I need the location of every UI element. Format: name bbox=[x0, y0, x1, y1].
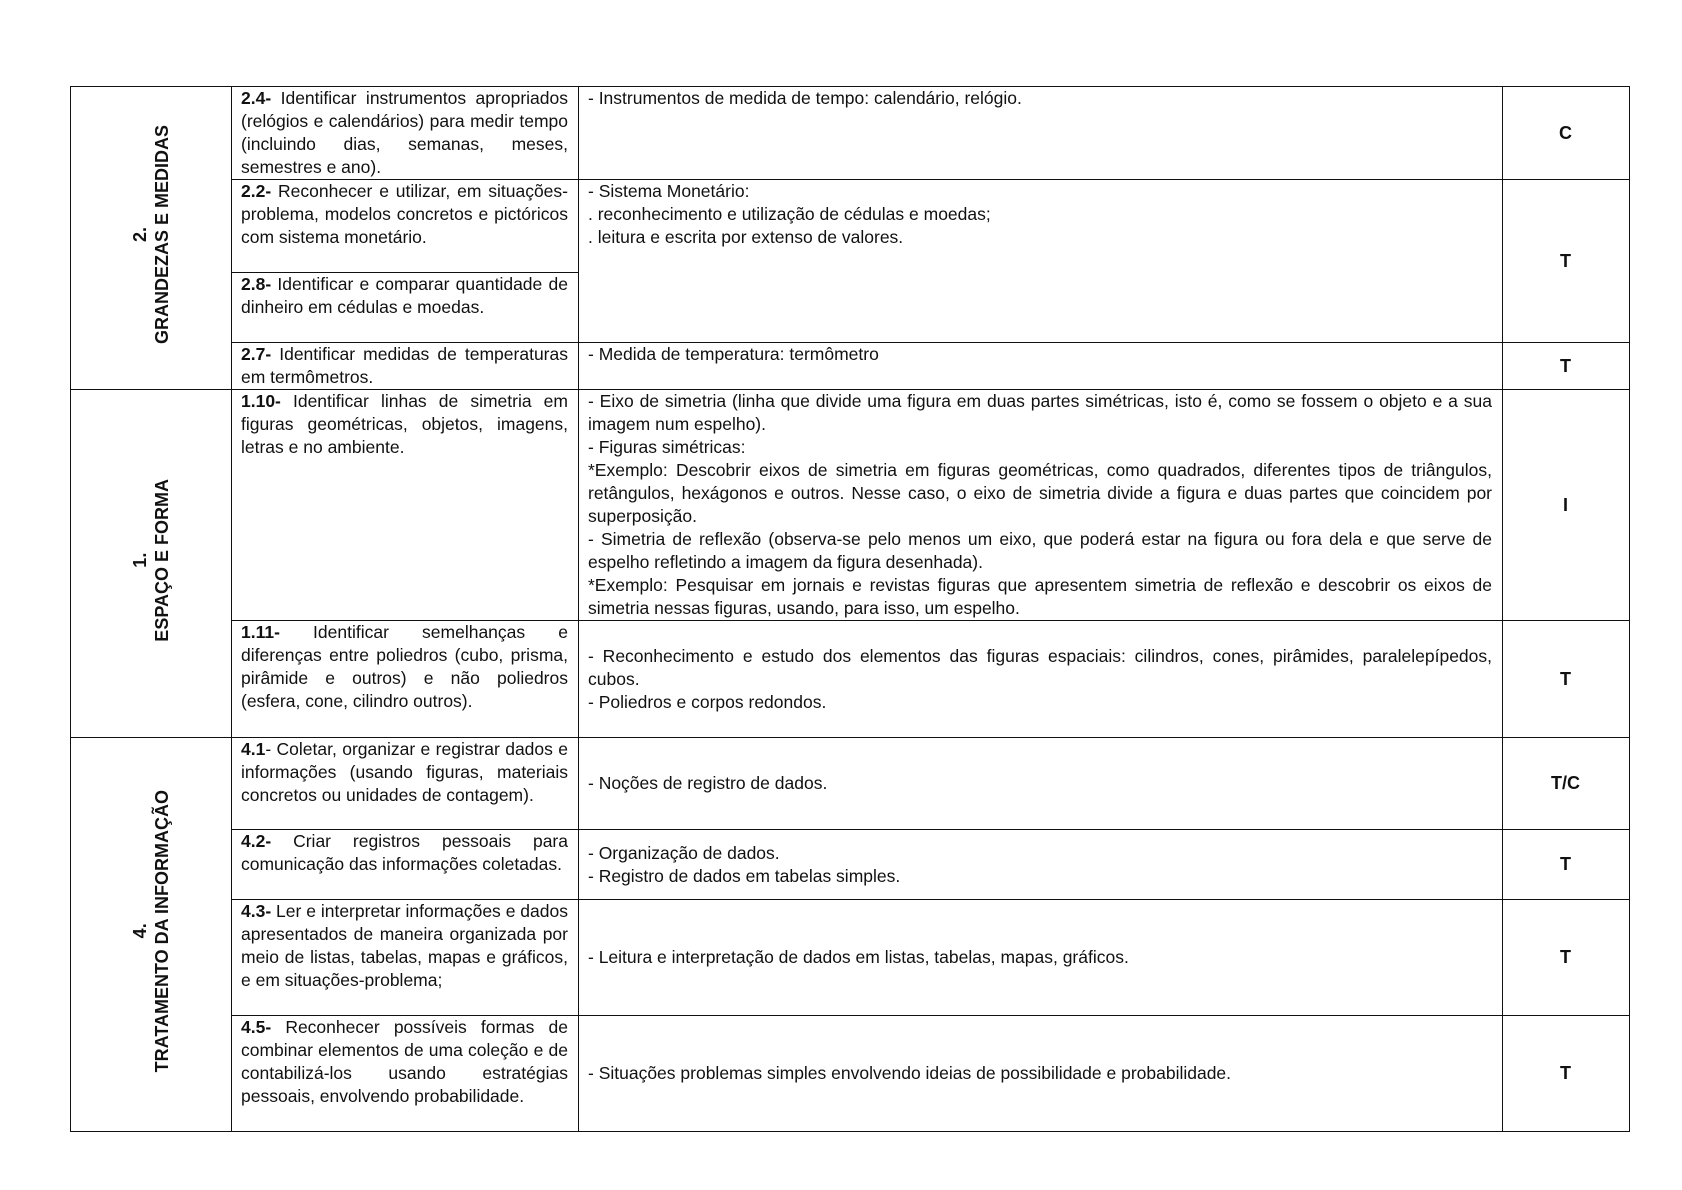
level-cell: T bbox=[1503, 621, 1630, 738]
objective-code: 4.5- bbox=[241, 1017, 272, 1037]
table-row bbox=[71, 900, 1630, 1016]
content-line: - Leitura e interpretação de dados em listas, tabelas, mapas, gráficos. bbox=[588, 947, 1129, 967]
content-cell bbox=[579, 900, 1503, 1016]
level-cell: T bbox=[1503, 900, 1630, 1016]
content-line: - Poliedros e corpos redondos. bbox=[588, 691, 827, 712]
objective-text: Identificar e comparar quantidade de dinheiro em cédulas e moedas. bbox=[241, 274, 568, 317]
content-line: - Sistema Monetário: bbox=[588, 181, 750, 201]
content-cell bbox=[579, 1016, 1503, 1132]
table-row bbox=[71, 390, 1630, 621]
objective-cell bbox=[232, 621, 579, 738]
objective-cell bbox=[232, 87, 579, 180]
section-number: 2. bbox=[130, 227, 150, 243]
content-line: - Eixo de simetria (linha que divide uma figura em duas partes simétricas, isto é, como se fossem o objeto e a sua imagem num espelho). bbox=[588, 391, 1492, 434]
objective-text: Identificar semelhanças e diferenças entre poliedros (cubo, prisma, pirâmide e outros) e não poliedros (esfera, cone, cilindro outros). bbox=[241, 622, 568, 711]
section-grandezas bbox=[71, 87, 232, 390]
table-row bbox=[71, 87, 1630, 180]
section-number: 4. bbox=[130, 924, 150, 940]
content-line: - Medida de temperatura: termômetro bbox=[588, 344, 879, 364]
section-title: ESPAÇO E FORMA bbox=[152, 479, 172, 642]
objective-text: Identificar linhas de simetria em figuras geométricas, objetos, imagens, letras e no ambiente. bbox=[241, 391, 568, 457]
curriculum-table bbox=[70, 86, 1630, 1132]
section-espaco-forma bbox=[71, 390, 232, 738]
objective-cell bbox=[232, 738, 579, 830]
objective-text: - Coletar, organizar e registrar dados e informações (usando figuras, materiais concretos ou unidades de contagem). bbox=[241, 739, 568, 805]
content-line: - Figuras simétricas: bbox=[588, 437, 746, 457]
table-row bbox=[71, 343, 1630, 390]
table-row bbox=[71, 738, 1630, 830]
objective-cell bbox=[232, 180, 579, 273]
level-cell: T bbox=[1503, 180, 1630, 343]
objective-text: Identificar instrumentos apropriados (relógios e calendários) para medir tempo (incluindo dias, semanas, meses, semestres e ano). bbox=[241, 88, 568, 177]
objective-text: Ler e interpretar informações e dados apresentados de maneira organizada por meio de listas, tabelas, mapas e gráficos, e em situações-problema; bbox=[241, 901, 568, 990]
content-cell bbox=[579, 87, 1503, 180]
content-line: - Situações problemas simples envolvendo ideias de possibilidade e probabilidade. bbox=[588, 1063, 1232, 1083]
level-cell: C bbox=[1503, 87, 1630, 180]
objective-text: Criar registros pessoais para comunicação das informações coletadas. bbox=[241, 831, 568, 874]
table-row bbox=[71, 830, 1630, 900]
section-title: TRATAMENTO DA INFORMAÇÃO bbox=[152, 790, 172, 1073]
objective-text: Reconhecer possíveis formas de combinar elementos de uma coleção e de contabilizá-los usando estratégias pessoais, envolvendo probabilidade. bbox=[241, 1017, 568, 1106]
content-line: - Simetria de reflexão (observa-se pelo menos um eixo, que poderá estar na figura ou fora dela e que serve de espelho refletindo a imagem da figura desenhada). bbox=[588, 529, 1492, 572]
objective-cell bbox=[232, 390, 579, 621]
table-row bbox=[71, 621, 1630, 738]
section-title: GRANDEZAS E MEDIDAS bbox=[152, 125, 172, 345]
content-line: - Reconhecimento e estudo dos elementos das figuras espaciais: cilindros, cones, pirâmides, paralelepípedos, cubos. bbox=[588, 645, 1492, 689]
objective-code: 2.2- bbox=[241, 181, 272, 201]
objective-code: 4.3- bbox=[241, 901, 272, 921]
level-cell: T bbox=[1503, 830, 1630, 900]
objective-code: 4.1 bbox=[241, 739, 266, 759]
content-cell bbox=[579, 738, 1503, 830]
section-tratamento-informacao bbox=[71, 738, 232, 1132]
level-cell: T bbox=[1503, 343, 1630, 390]
content-line: - Registro de dados em tabelas simples. bbox=[588, 865, 901, 886]
section-number: 1. bbox=[130, 553, 150, 569]
level-cell: T bbox=[1503, 1016, 1630, 1132]
objective-text: Reconhecer e utilizar, em situações-problema, modelos concretos e pictóricos com sistema monetário. bbox=[241, 181, 568, 247]
table-row bbox=[71, 180, 1630, 273]
content-cell bbox=[579, 621, 1503, 738]
content-cell bbox=[579, 830, 1503, 900]
objective-code: 1.11- bbox=[241, 622, 280, 642]
content-line: *Exemplo: Descobrir eixos de simetria em figuras geométricas, como quadrados, diferentes tipos de triângulos, retângulos, hexágonos e outros. Nesse caso, o eixo de simetria divide a figura e duas partes que coincidem por superposição. bbox=[588, 460, 1492, 526]
content-line: . reconhecimento e utilização de cédulas e moedas; bbox=[588, 204, 991, 224]
content-line: - Instrumentos de medida de tempo: calendário, relógio. bbox=[588, 88, 1022, 108]
content-line: - Noções de registro de dados. bbox=[588, 773, 828, 793]
content-line: *Exemplo: Pesquisar em jornais e revistas figuras que apresentem simetria de reflexão e descobrir os eixos de simetria nessas figuras, usando, para isso, um espelho. bbox=[588, 575, 1492, 618]
content-cell bbox=[579, 343, 1503, 390]
content-line: . leitura e escrita por extenso de valores. bbox=[588, 227, 904, 247]
content-line: - Organização de dados. bbox=[588, 842, 780, 863]
objective-text: Identificar medidas de temperaturas em termômetros. bbox=[241, 344, 568, 387]
objective-code: 2.8- bbox=[241, 274, 272, 294]
objective-cell bbox=[232, 900, 579, 1016]
objective-cell bbox=[232, 273, 579, 343]
content-cell bbox=[579, 180, 1503, 343]
objective-code: 2.4- bbox=[241, 88, 272, 108]
objective-cell bbox=[232, 830, 579, 900]
objective-cell bbox=[232, 343, 579, 390]
level-cell: I bbox=[1503, 390, 1630, 621]
content-cell bbox=[579, 390, 1503, 621]
objective-code: 2.7- bbox=[241, 344, 272, 364]
objective-code: 4.2- bbox=[241, 831, 272, 851]
level-cell: T/C bbox=[1503, 738, 1630, 830]
objective-code: 1.10- bbox=[241, 391, 281, 411]
table-row bbox=[71, 1016, 1630, 1132]
objective-cell bbox=[232, 1016, 579, 1132]
